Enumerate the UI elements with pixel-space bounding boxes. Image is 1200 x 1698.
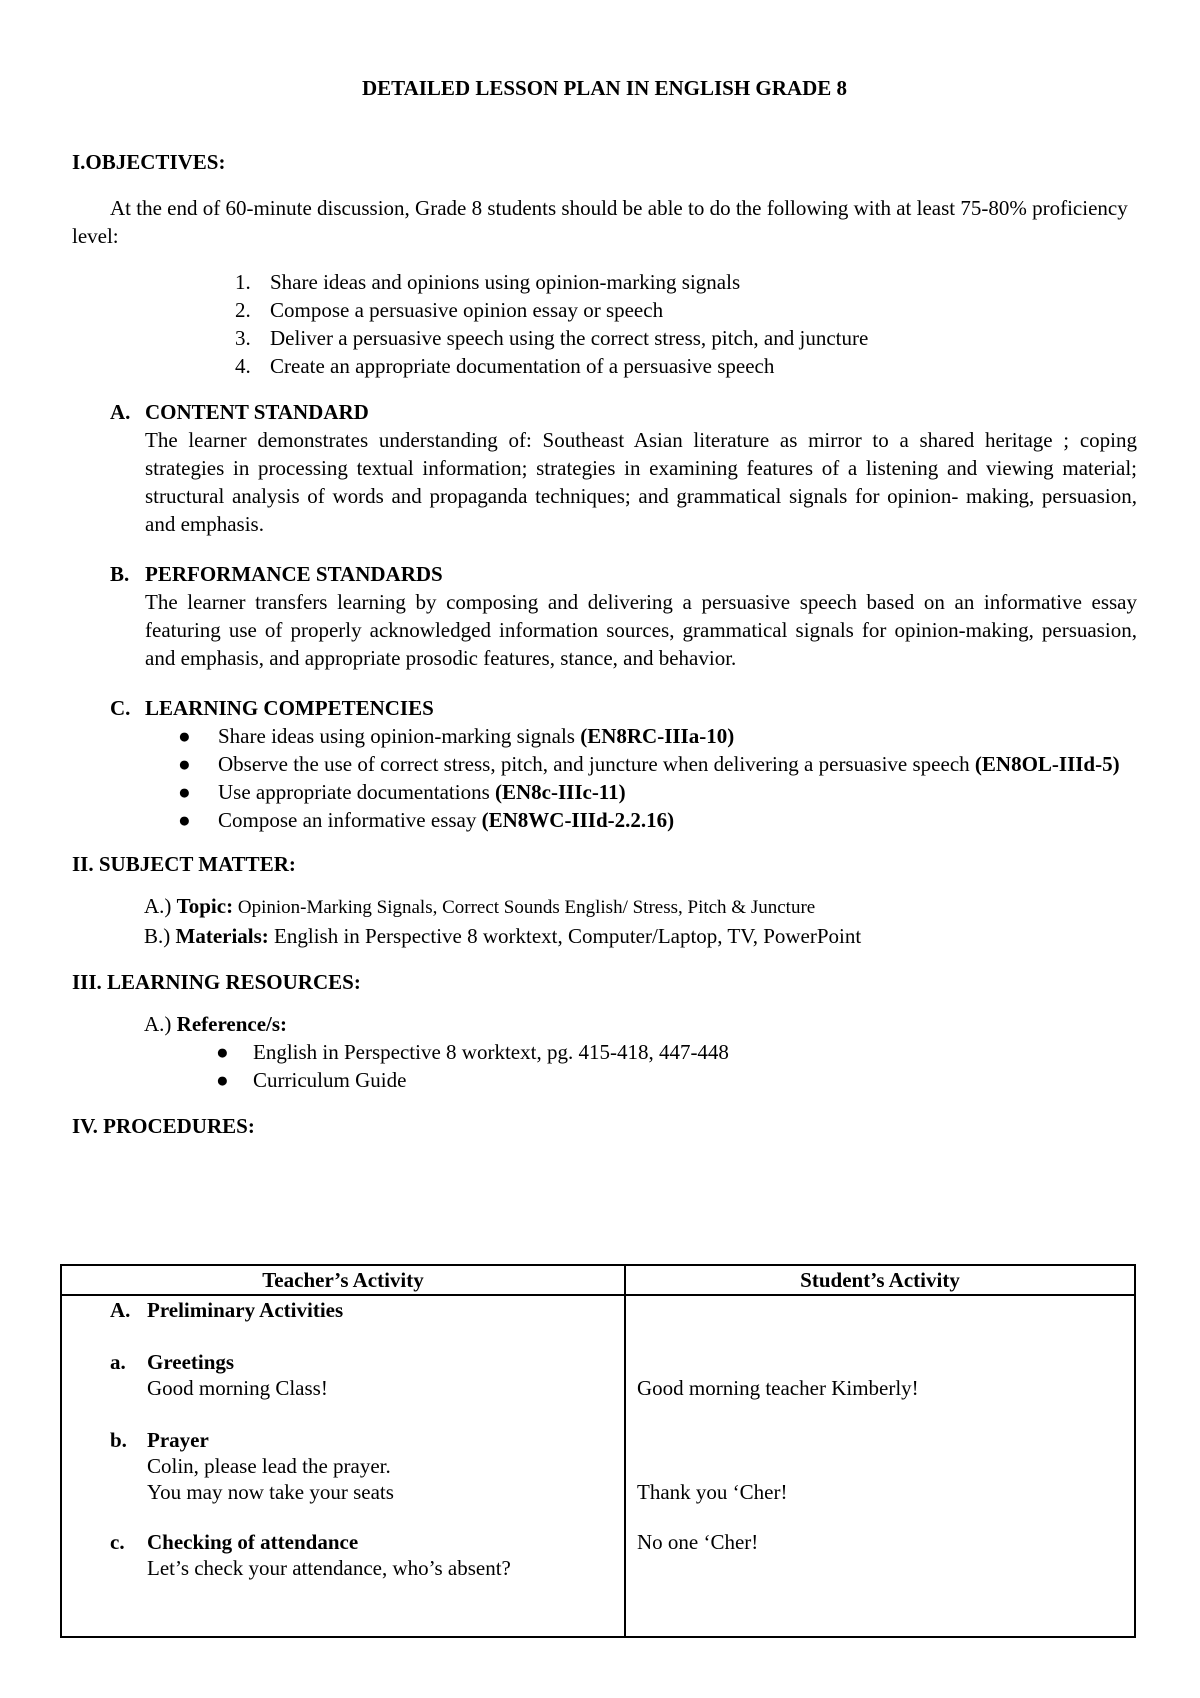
reference-text: English in Perspective 8 worktext, pg. 415-418, 447-448 xyxy=(253,1040,729,1064)
learning-competencies-heading: LEARNING COMPETENCIES xyxy=(145,696,434,720)
attendance-student-text: No one ‘Cher! xyxy=(637,1530,759,1554)
reference-item xyxy=(72,1038,1137,1066)
competency-code: (EN8c-IIIc-11) xyxy=(495,780,626,804)
references-list xyxy=(144,1038,1137,1094)
competency-item xyxy=(72,750,1137,778)
learning-resources-block xyxy=(72,1010,1137,1094)
materials-prefix: B.) xyxy=(144,924,176,948)
teacher-activity-cell xyxy=(61,1295,625,1637)
section-letter: A. xyxy=(110,400,131,424)
prayer-student-text: Thank you ‘Cher! xyxy=(637,1480,788,1504)
competency-code: (EN8WC-IIId-2.2.16) xyxy=(481,808,675,832)
prayer-teacher-text-2: You may now take your seats xyxy=(147,1480,394,1504)
attendance-teacher-text: Let’s check your attendance, who’s absent? xyxy=(147,1556,511,1580)
reference-item xyxy=(72,1066,1137,1094)
content-standard-section xyxy=(72,398,1137,538)
materials-line xyxy=(144,922,1137,950)
item-letter: b. xyxy=(110,1428,127,1452)
teacher-activity-header: Teacher’s Activity xyxy=(61,1265,625,1295)
bullet-icon: ● xyxy=(216,1040,229,1064)
objective-item: 4. Create an appropriate documentation of a persuasive speech xyxy=(256,352,1137,380)
objectives-list xyxy=(72,268,1137,380)
topic-prefix: A.) xyxy=(144,894,177,918)
competency-text: Observe the use of correct stress, pitch, and juncture when delivering a persuasive speech xyxy=(218,752,975,776)
section-letter: B. xyxy=(110,562,130,586)
greetings-label: Greetings xyxy=(147,1350,235,1374)
lesson-plan-page xyxy=(72,74,1137,1158)
competency-text: Compose an informative essay xyxy=(218,808,482,832)
competency-code: (EN8RC-IIIa-10) xyxy=(580,724,735,748)
learning-competencies-section xyxy=(72,694,1137,834)
performance-standards-section xyxy=(72,560,1137,672)
reference-prefix: A.) xyxy=(144,1012,177,1036)
bullet-icon: ● xyxy=(178,724,191,748)
competency-item xyxy=(72,806,1137,834)
subject-matter-block xyxy=(72,892,1137,950)
competency-item xyxy=(72,722,1137,750)
reference-label: Reference/s: xyxy=(176,1012,288,1036)
topic-line xyxy=(144,892,1137,922)
content-standard-text: The learner demonstrates understanding of: Southeast Asian literature as mirror to a shared heritage ; coping strategies in processing textual information; strategies in examining features of a listening and viewing material; structural analysis of words and propaganda techniques; and grammatical signals for opinion- making, persuasion, and emphasis. xyxy=(145,428,1137,536)
performance-standards-text: The learner transfers learning by composing and delivering a persuasive speech based on an informative essay featuring use of properly acknowledged information sources, grammatical signals for opinion-making, persuasion, and emphasis, and appropriate prosodic features, stance, and behavior. xyxy=(145,590,1137,670)
bullet-icon: ● xyxy=(178,752,191,776)
bullet-icon: ● xyxy=(178,808,191,832)
item-letter: a. xyxy=(110,1350,126,1374)
bullet-icon: ● xyxy=(216,1068,229,1092)
topic-label: Topic: xyxy=(176,894,234,918)
materials-label: Materials: xyxy=(175,924,269,948)
document-title: DETAILED LESSON PLAN IN ENGLISH GRADE 8 xyxy=(361,76,848,100)
procedures-heading: IV. PROCEDURES: xyxy=(72,1114,255,1138)
student-activity-cell xyxy=(625,1295,1135,1637)
content-standard-heading: CONTENT STANDARD xyxy=(145,400,369,424)
materials-text: English in Perspective 8 worktext, Computer/Laptop, TV, PowerPoint xyxy=(268,924,862,948)
competency-text: Use appropriate documentations xyxy=(218,780,495,804)
objective-item: 1. Share ideas and opinions using opinion-marking signals xyxy=(256,268,1137,296)
bullet-icon: ● xyxy=(178,780,191,804)
performance-standards-heading: PERFORMANCE STANDARDS xyxy=(145,562,443,586)
prayer-label: Prayer xyxy=(147,1428,209,1452)
competency-text: Share ideas using opinion-marking signals xyxy=(218,724,581,748)
competency-item xyxy=(72,778,1137,806)
competencies-list xyxy=(145,722,1137,834)
subject-matter-heading: II. SUBJECT MATTER: xyxy=(72,852,296,876)
reference-line xyxy=(144,1010,1137,1038)
student-activity-header: Student’s Activity xyxy=(625,1265,1135,1295)
item-letter: A. xyxy=(110,1298,131,1322)
greetings-student-text: Good morning teacher Kimberly! xyxy=(637,1376,919,1400)
preliminary-activities-label: Preliminary Activities xyxy=(147,1298,344,1322)
item-letter: c. xyxy=(110,1530,125,1554)
learning-resources-heading: III. LEARNING RESOURCES: xyxy=(72,970,361,994)
topic-text: Opinion-Marking Signals, Correct Sounds English/ Stress, Pitch & Juncture xyxy=(233,897,816,918)
reference-text: Curriculum Guide xyxy=(253,1068,407,1092)
prayer-teacher-text-1: Colin, please lead the prayer. xyxy=(147,1454,391,1478)
objectives-intro: At the end of 60-minute discussion, Grade 8 students should be able to do the following with at least 75-80% proficiency level: xyxy=(72,196,1128,248)
greetings-teacher-text: Good morning Class! xyxy=(147,1376,328,1400)
attendance-label: Checking of attendance xyxy=(147,1530,359,1554)
objectives-heading: I.OBJECTIVES: xyxy=(72,150,226,174)
competency-code: (EN8OL-IIId-5) xyxy=(974,752,1120,776)
section-letter: C. xyxy=(110,696,131,720)
objective-item: 2. Compose a persuasive opinion essay or speech xyxy=(256,296,1137,324)
objective-item: 3. Deliver a persuasive speech using the correct stress, pitch, and juncture xyxy=(256,324,1137,352)
procedures-table xyxy=(60,1264,1136,1638)
